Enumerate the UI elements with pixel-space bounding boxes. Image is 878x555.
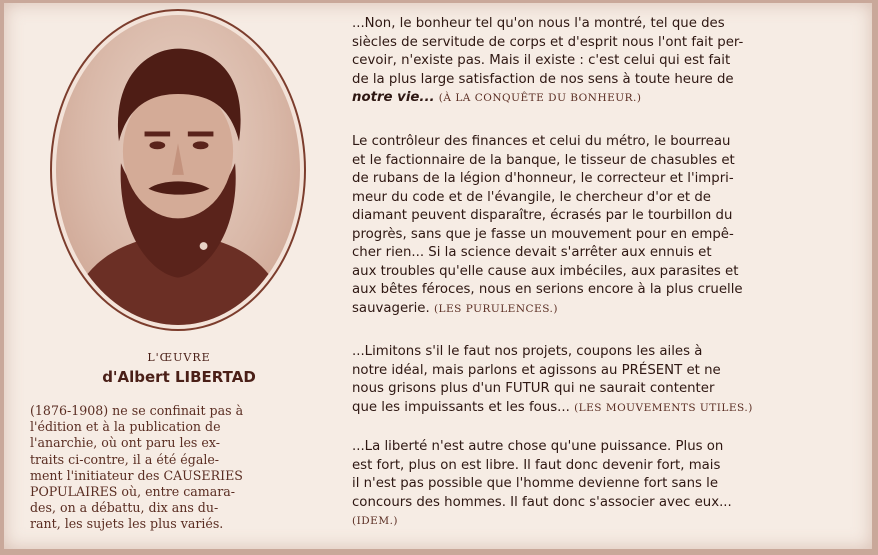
bio-line: (1876-1908) ne se confinait pas à <box>30 403 244 418</box>
quote-line: il n'est pas possible que l'homme devienne fort sans le <box>352 476 719 491</box>
bio-line: rant, les sujets les plus variés. <box>30 516 224 532</box>
bio-line: l'édition et à la publication de <box>30 419 221 435</box>
quote-source: (À LA CONQUÊTE DU BONHEUR.) <box>438 92 642 104</box>
portrait-frame <box>50 9 306 331</box>
caption-title: L'ŒUVRE <box>147 351 211 364</box>
quote-source: (IDEM.) <box>352 515 399 527</box>
quote-line: aux troubles qu'elle cause aux imbéciles, aux parasites et <box>352 263 739 279</box>
quote-line: nous grisons plus d'un FUTUR qui ne saurait contenter <box>352 381 715 396</box>
quote-line: de rubans de la légion d'honneur, le correcteur et l'impri- <box>352 171 734 186</box>
quote-paragraph <box>352 438 862 531</box>
bio-line: des, on a débattu, dix ans du- <box>30 500 219 516</box>
quote-last-line <box>352 89 862 108</box>
quote-tail: sauvagerie. <box>352 300 430 316</box>
quote-line: de la plus large satisfaction de nos sens à toute heure de <box>352 71 734 87</box>
quote-paragraph <box>352 343 862 417</box>
quote-line: et le factionnaire de la banque, le tisseur de chasubles et <box>352 152 735 168</box>
quote-line: est fort, plus on est libre. Il faut donc devenir fort, mais <box>352 457 721 473</box>
quote-last-line <box>352 512 862 531</box>
quote-line: ...Limitons s'il le faut nos projets, coupons les ailes à <box>352 344 703 359</box>
caption-author: d'Albert LIBERTAD <box>102 368 256 386</box>
quote-paragraph <box>352 15 862 108</box>
quote-line: cevoir, n'existe pas. Mais il existe : c'est celui qui est fait <box>352 53 731 68</box>
portrait-photo <box>56 15 300 325</box>
bio-line: l'anarchie, où ont paru les ex- <box>30 435 220 451</box>
quote-line: siècles de servitude de corps et d'esprit nous l'ont fait per- <box>352 34 744 50</box>
postcard <box>4 3 872 549</box>
quote-last-line <box>352 300 862 319</box>
quote-line: ...Non, le bonheur tel qu'on nous l'a montré, tel que des <box>352 16 725 31</box>
bio-line: traits ci-contre, il a été égale- <box>30 451 220 467</box>
quote-source: (LES MOUVEMENTS UTILES.) <box>574 401 753 414</box>
quote-tail: que les impuissants et les fous... <box>352 399 570 415</box>
bio-line: ment l'initiateur des CAUSERIES <box>30 467 243 483</box>
quote-line: cher rien... Si la science devait s'arrêter aux ennuis et <box>352 245 712 260</box>
author-bio <box>30 403 316 533</box>
quote-line: aux bêtes féroces, nous en serions encore à la plus cruelle <box>352 282 743 297</box>
quote-line: progrès, sans que je fasse un mouvement pour en empê- <box>352 226 734 242</box>
quote-line: notre idéal, mais parlons et agissons au PRÉSENT et ne <box>352 362 721 378</box>
quote-last-line <box>352 399 862 418</box>
quote-source: (LES PURULENCES.) <box>433 302 558 315</box>
bio-line: POPULAIRES où, entre camara- <box>30 484 235 500</box>
quote-line: diamant peuvent disparaître, écrasés par le tourbillon du <box>352 208 733 223</box>
quote-line: concours des hommes. Il faut donc s'associer avec eux... <box>352 494 732 510</box>
quote-line: ...La liberté n'est autre chose qu'une puissance. Plus on <box>352 439 724 454</box>
portrait-caption <box>34 351 324 386</box>
quote-line: meur du code et de l'évangile, le chercheur d'or et de <box>352 189 711 205</box>
quote-tail: notre vie... <box>352 90 435 105</box>
quote-paragraph <box>352 133 862 318</box>
quote-line: Le contrôleur des finances et celui du métro, le bourreau <box>352 134 731 149</box>
